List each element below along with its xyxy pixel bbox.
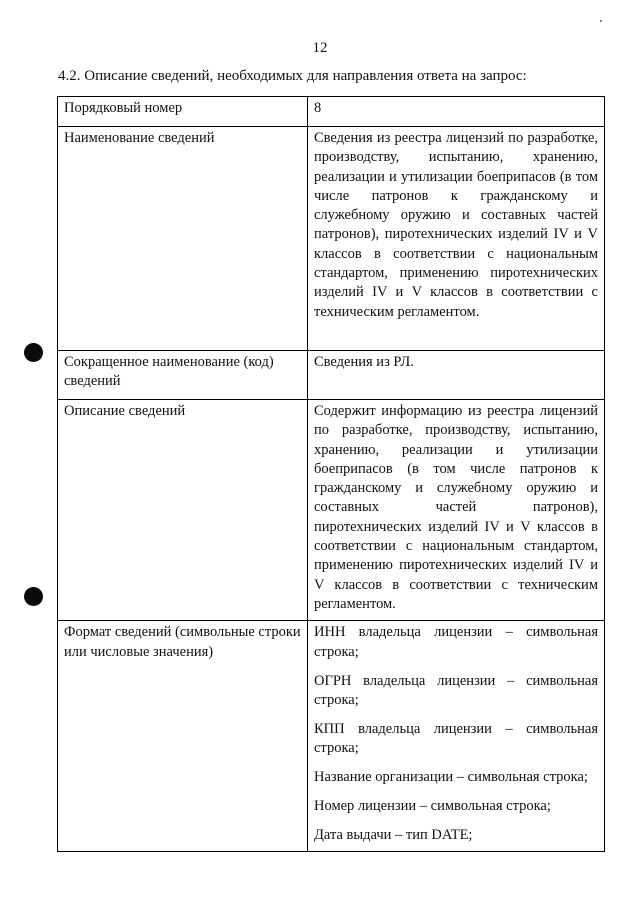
label-cell: Описание сведений bbox=[58, 400, 308, 621]
label-cell: Порядковый номер bbox=[58, 97, 308, 127]
value-cell: Сведения из реестра лицензий по разработке, производству, испытанию, хранению, реализации и утилизации боеприпасов (в том числе патронов к гражданскому и служебному оружию и составных частей патронов), пиротехнических изделий IV и V классов в соответствии с национальным стандартом, применению пиротехнических изделий IV и V классов в соответствии с техническим регламентом. bbox=[308, 127, 605, 351]
format-item: Номер лицензии – символьная строка; bbox=[314, 798, 551, 815]
page-number: 12 bbox=[312, 40, 328, 56]
binder-hole-mark bbox=[24, 343, 43, 362]
format-item: ИНН владельца лицензии – символьная строка; bbox=[314, 624, 598, 660]
format-item: ОГРН владельца лицензии – символьная строка; bbox=[314, 672, 598, 708]
value-cell bbox=[308, 621, 605, 852]
table-row-serial-number bbox=[58, 97, 605, 127]
section-heading: 4.2. Описание сведений, необходимых для направления ответа на запрос: bbox=[58, 68, 527, 84]
label-cell: Сокращенное наименование (код) сведений bbox=[58, 351, 308, 400]
format-item: Название организации – символьная строка; bbox=[314, 769, 588, 786]
table-row-format bbox=[58, 621, 605, 852]
binder-hole-mark bbox=[24, 587, 43, 606]
label-cell: Формат сведений (символьные строки или числовые значения) bbox=[58, 621, 308, 852]
value-cell: Содержит информацию из реестра лицензий по разработке, производству, испытанию, хранению, реализации и утилизации боеприпасов (в том числе патронов к гражданскому и служебному оружию и составных частей патронов), пиротехнических изделий IV и V классов в соответствии с национальным стандартом, применению пиротехнических изделий IV и V классов в соответствии с техническим регламентом. bbox=[308, 400, 605, 621]
format-item: КПП владельца лицензии – символьная строка; bbox=[314, 720, 598, 757]
value-cell: 8 bbox=[308, 97, 605, 127]
scan-speck bbox=[600, 20, 602, 22]
table-row-short-name bbox=[58, 351, 605, 400]
table-row-description bbox=[58, 400, 605, 621]
value-cell: Сведения из РЛ. bbox=[308, 351, 605, 400]
info-table bbox=[57, 96, 605, 852]
label-cell: Наименование сведений bbox=[58, 127, 308, 351]
table-row-info-name bbox=[58, 127, 605, 351]
format-item: Дата выдачи – тип DATE; bbox=[314, 827, 473, 844]
